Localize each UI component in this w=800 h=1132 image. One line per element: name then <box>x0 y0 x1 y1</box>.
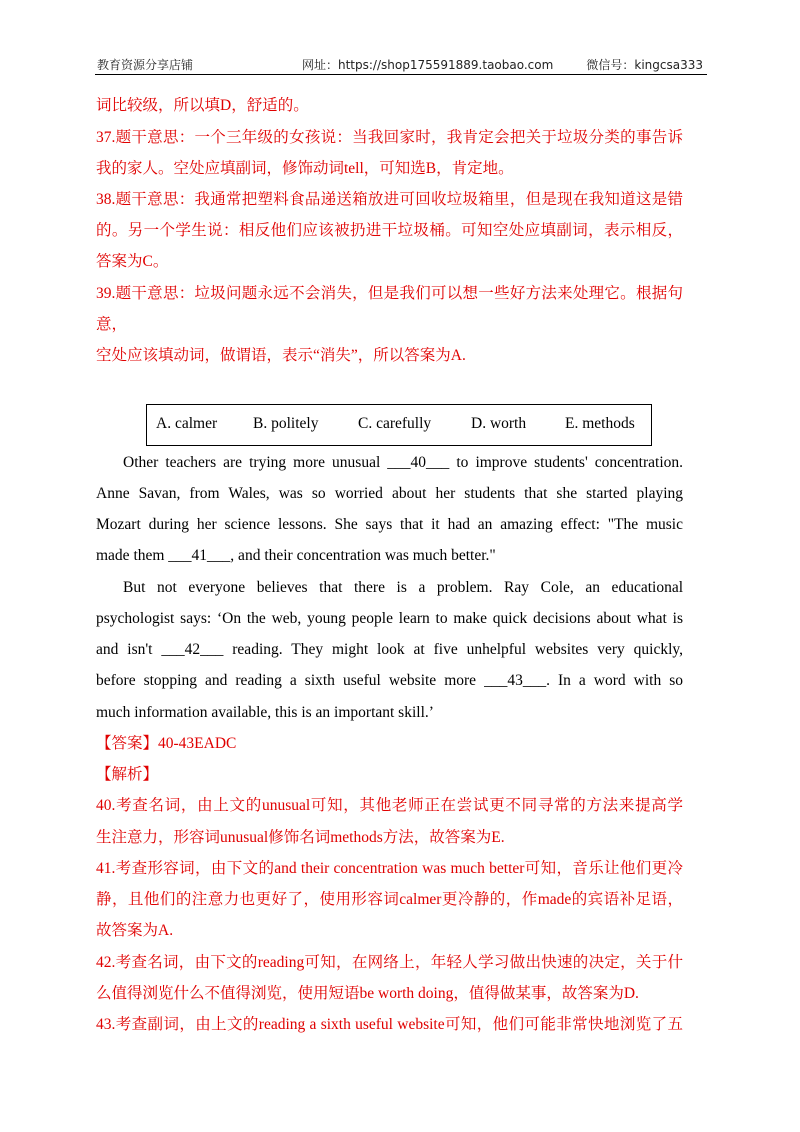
explanation-line: 答案为C。 <box>96 253 169 270</box>
word-options-box <box>146 404 652 446</box>
passage-line: made them ___41___, and their concentration was much better." <box>96 547 496 564</box>
analysis-line: 41.考查形容词，由下文的and their concentration was much better可知，音乐让他们更冷 <box>96 860 683 877</box>
explanation-line: 词比较级，所以填D，舒适的。 <box>96 97 309 114</box>
header-divider <box>95 74 707 75</box>
passage-line: and isn't ___42___ reading. They might look at five unhelpful websites very quickly, <box>96 641 683 658</box>
explanation-line: 意， <box>96 316 128 333</box>
explanation-line: 37.题干意思：一个三年级的女孩说：当我回家时，我肯定会把关于垃圾分类的事告诉 <box>96 129 683 146</box>
passage-line: before stopping and reading a sixth useful website more ___43___. In a word with so <box>96 672 683 689</box>
page-header <box>95 56 707 74</box>
option-e: E. methods <box>565 415 635 432</box>
explanation-line: 空处应该填动词，做谓语，表示“消失”，所以答案为A. <box>96 347 466 364</box>
explanation-line: 38.题干意思：我通常把塑料食品递送箱放进可回收垃圾箱里，但是现在我知道这是错 <box>96 191 683 208</box>
passage-line: Anne Savan, from Wales, was so worried about her students that she started playing <box>96 485 683 502</box>
shop-url: 网址：https://shop175591889.taobao.com <box>302 58 554 72</box>
passage-line: But not everyone believes that there is a problem. Ray Cole, an educational <box>123 579 683 596</box>
explanation-line: 我的家人。空处应填副词，修饰动词tell，可知选B，肯定地。 <box>96 160 514 177</box>
option-d: D. worth <box>471 415 527 432</box>
passage-line: Other teachers are trying more unusual ___40___ to improve students' concentration. <box>123 454 683 471</box>
analysis-line: 生注意力，形容词unusual修饰名词methods方法，故答案为E. <box>96 829 505 846</box>
answer-line: 【答案】40-43EADC <box>96 735 237 752</box>
option-b: B. politely <box>253 415 319 432</box>
explanation-line: 39.题干意思：垃圾问题永远不会消失，但是我们可以想一些好方法来处理它。根据句 <box>96 285 683 302</box>
option-a: A. calmer <box>156 415 218 432</box>
passage-line: psychologist says: ‘On the web, young people learn to make quick decisions about what is <box>96 610 683 627</box>
analysis-line: 静，且他们的注意力也更好了，使用形容词calmer更冷静的，作made的宾语补足语， <box>96 891 683 908</box>
shop-name: 教育资源分享店铺 <box>97 58 194 72</box>
analysis-label: 【解析】 <box>96 766 159 783</box>
analysis-line: 故答案为A. <box>96 922 174 939</box>
analysis-line: 40.考查名词，由上文的unusual可知，其他老师正在尝试更不同寻常的方法来提高学 <box>96 797 683 814</box>
option-c: C. carefully <box>358 415 432 432</box>
passage-line: Mozart during her science lessons. She says that it had an amazing effect: "The music <box>96 516 683 533</box>
wechat-id: 微信号：kingcsa333 <box>586 58 703 72</box>
explanation-line: 的。另一个学生说：相反他们应该被扔进干垃圾桶。可知空处应填副词，表示相反， <box>96 222 683 239</box>
analysis-line: 么值得浏览什么不值得浏览，使用短语be worth doing，值得做某事，故答案为D. <box>96 985 639 1002</box>
analysis-line: 43.考查副词，由上文的reading a sixth useful website可知，他们可能非常快地浏览了五 <box>96 1016 683 1033</box>
passage-line: much information available, this is an important skill.’ <box>96 704 434 721</box>
analysis-line: 42.考查名词，由下文的reading可知，在网络上，年轻人学习做出快速的决定，关于什 <box>96 954 683 971</box>
